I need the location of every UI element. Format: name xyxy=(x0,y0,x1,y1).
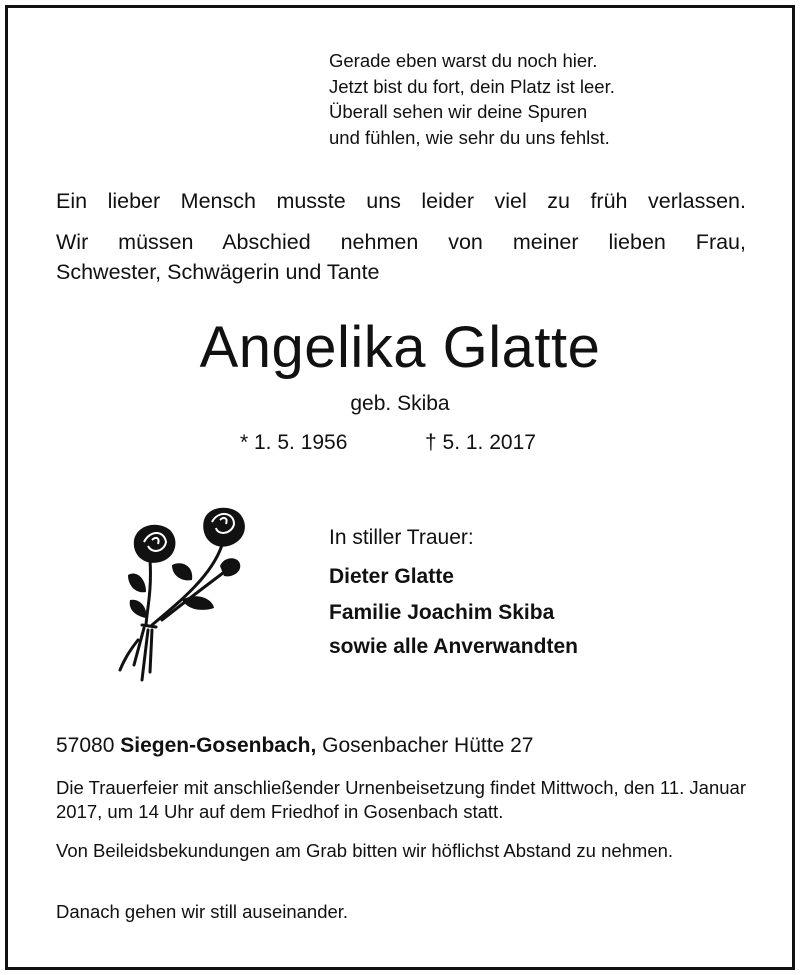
address-street: Gosenbacher Hütte 27 xyxy=(322,734,534,757)
intro-line-3: Schwester, Schwägerin und Tante xyxy=(56,260,380,284)
poem xyxy=(329,48,615,150)
closing-notice: Danach gehen wir still auseinander. xyxy=(56,901,349,922)
poem-line: und fühlen, wie sehr du uns fehlst. xyxy=(329,126,610,148)
address xyxy=(56,732,533,760)
mourning-heading: In stiller Trauer: xyxy=(329,526,474,549)
address-town: Siegen-Gosenbach, xyxy=(120,734,317,757)
roses-icon xyxy=(112,500,262,690)
poem-line: Überall sehen wir deine Spuren xyxy=(329,101,588,122)
mourner-name: sowie alle Anverwandten xyxy=(329,635,578,658)
death-date: † 5. 1. 2017 xyxy=(425,431,536,454)
birth-date: * 1. 5. 1956 xyxy=(240,431,348,454)
intro-line-1: Ein lieber Mensch musste uns leider viel zu früh verlassen. xyxy=(56,189,746,213)
life-dates xyxy=(240,429,536,457)
condolence-notice: Von Beileidsbekundungen am Grab bitten wir höflichst Abstand zu nehmen. xyxy=(56,840,674,861)
mourner-name: Dieter Glatte xyxy=(329,565,454,588)
deceased-name: Angelika Glatte xyxy=(199,315,601,380)
mourner-name: Familie Joachim Skiba xyxy=(329,601,555,624)
address-postcode: 57080 xyxy=(56,734,115,757)
poem-line: Gerade eben warst du noch hier. xyxy=(329,50,598,71)
maiden-name: geb. Skiba xyxy=(350,392,450,415)
poem-line: Jetzt bist du fort, dein Platz ist leer. xyxy=(329,75,615,97)
funeral-notice: Die Trauerfeier mit anschließender Urnenbeisetzung findet Mittwoch, den 11. Januar 2017, um 14 Uhr auf dem Friedhof in Gosenbach statt. xyxy=(56,777,746,822)
intro-line-2: Wir müssen Abschied nehmen von meiner lieben Frau, xyxy=(56,230,746,254)
